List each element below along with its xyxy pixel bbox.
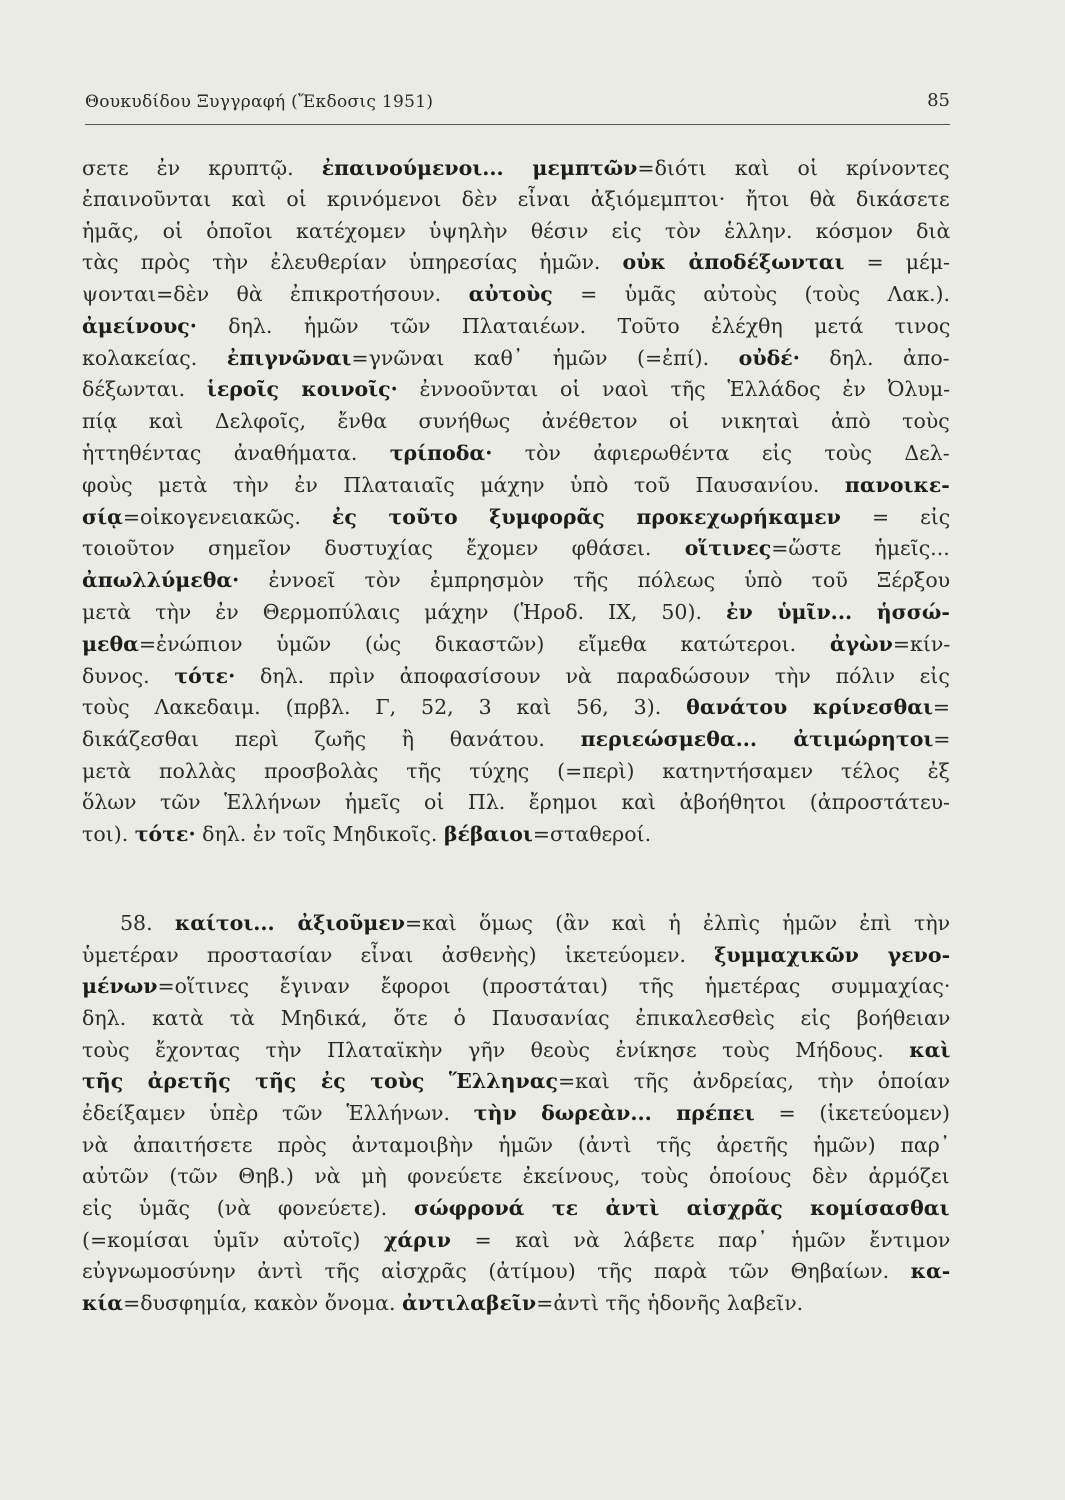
text-line: (=κομίσαι ὑμῖν αὐτοῖς) χάριν = καὶ νὰ λάβετε παρ᾽ ἡμῶν ἔντιμον — [82, 1228, 951, 1252]
text-line: δέξωνται. ἱεροῖς κοινοῖς· ἐννοοῦνται οἱ ναοὶ τῆς Ἑλλάδος ἐν Ὀλυμ- — [82, 377, 951, 401]
lemma: κα- — [910, 1259, 951, 1283]
lemma: ἐπιγνῶναι — [226, 346, 352, 370]
lemma: οἵτινες — [684, 536, 772, 560]
lemma: ξυμμαχικῶν γενο- — [714, 943, 951, 967]
lemma: μένων — [82, 974, 158, 998]
header-rule — [85, 124, 950, 125]
lemma: κία — [82, 1291, 124, 1315]
text-line: ὑμετέραν προστασίαν εἶναι ἀσθενὴς) ἱκετεύομεν. ξυμμαχικῶν γενο- — [82, 943, 951, 967]
lemma: πανοικε- — [844, 473, 950, 497]
text-line: δυνος. τότε· δηλ. πρὶν ἀποφασίσουν νὰ παραδώσουν τὴν πόλιν εἰς — [82, 664, 950, 688]
lemma: καὶ — [909, 1038, 951, 1062]
lemma: τότε· — [134, 822, 196, 846]
text-line: τοὺς Λακεδαιμ. (πρβλ. Γ, 52, 3 καὶ 56, 3). θανάτου κρίνεσθαι= — [82, 695, 951, 719]
text-line: εὐγνωμοσύνην ἀντὶ τῆς αἰσχρᾶς (ἀτίμου) τῆς παρὰ τῶν Θηβαίων. κα- — [82, 1259, 951, 1283]
lemma: καίτοι... ἀξιοῦμεν — [174, 911, 405, 935]
text-line: τοι). τότε· δηλ. ἐν τοῖς Μηδικοῖς. βέβαιοι=σταθεροί. — [82, 822, 652, 846]
lemma: αὐτοὺς — [468, 282, 553, 306]
text-line: εἰς ὑμᾶς (νὰ φονεύετε). σώφρονά τε ἀντὶ αἰσχρᾶς κομίσασθαι — [82, 1196, 950, 1220]
text-line: τοὺς ἔχοντας τὴν Πλαταϊκὴν γῆν θεοὺς ἐνίκησε τοὺς Μήδους. καὶ — [82, 1038, 951, 1062]
lemma: τῆς ἀρετῆς τῆς ἐς τοὺς Ἕλληνας — [82, 1069, 558, 1093]
lemma: θανάτου κρίνεσθαι — [686, 695, 933, 719]
text-line: δηλ. κατὰ τὰ Μηδικά, ὅτε ὁ Παυσανίας ἐπικαλεσθεὶς εἰς βοήθειαν — [82, 1006, 951, 1030]
text-line: σίᾳ=οἰκογενειακῶς. ἐς τοῦτο ξυμφορᾶς προκεχωρήκαμεν = εἰς — [82, 505, 951, 529]
text-line: 58. καίτοι... ἀξιοῦμεν=καὶ ὅμως (ἂν καὶ ἡ ἐλπὶς ἡμῶν ἐπὶ τὴν — [120, 911, 951, 935]
text-line: κία=δυσφημία, κακὸν ὄνομα. ἀντιλαβεῖν=ἀντὶ τῆς ἡδονῆς λαβεῖν. — [82, 1291, 804, 1315]
text-line: τοιοῦτον σημεῖον δυστυχίας ἔχομεν φθάσει. οἵτινες=ὥστε ἡμεῖς... — [82, 536, 950, 560]
lemma: βέβαιοι — [443, 822, 533, 846]
page-number: 85 — [927, 90, 950, 111]
text-line: δικάζεσθαι περὶ ζωῆς ἢ θανάτου. περιεώσμεθα... ἀτιμώρητοι= — [82, 727, 951, 751]
lemma: σίᾳ — [82, 505, 123, 529]
lemma: σώφρονά τε ἀντὶ αἰσχρᾶς κομίσασθαι — [413, 1196, 950, 1220]
lemma: τρίποδα· — [389, 441, 493, 465]
text-line: τὰς πρὸς τὴν ἐλευθερίαν ὑπηρεσίας ἡμῶν. οὐκ ἀποδέξωνται = μέμ- — [82, 250, 950, 274]
lemma: οὐδέ· — [738, 346, 800, 370]
lemma: οὐκ ἀποδέξωνται — [622, 250, 845, 274]
text-line: ἡττηθέντας ἀναθήματα. τρίποδα· τὸν ἀφιερωθέντα εἰς τοὺς Δελ- — [82, 441, 950, 465]
text-line: ἀπωλλύμεθα· ἐννοεῖ τὸν ἐμπρησμὸν τῆς πόλεως ὑπὸ τοῦ Ξέρξου — [82, 568, 951, 592]
text-line: νὰ ἀπαιτήσετε πρὸς ἀνταμοιβὴν ἡμῶν (ἀντὶ τῆς ἀρετῆς ἡμῶν) παρ᾽ — [82, 1133, 951, 1157]
text-line: μετὰ τὴν ἐν Θερμοπύλαις μάχην (Ἡροδ. IX, 50). ἐν ὑμῖν... ἡσσώ- — [82, 600, 950, 624]
text-line: πίᾳ καὶ Δελφοῖς, ἔνθα συνήθως ἀνέθετον οἱ νικηταὶ ἀπὸ τοὺς — [82, 409, 950, 433]
lemma: ἀντιλαβεῖν — [402, 1291, 537, 1315]
lemma: ἐν ὑμῖν... ἡσσώ- — [725, 600, 950, 624]
text-line: ἐπαινοῦνται καὶ οἱ κρινόμενοι δὲν εἶναι ἀξιόμεμπτοι· ἤτοι θὰ δικάσετε — [82, 187, 950, 211]
text-line: τῆς ἀρετῆς τῆς ἐς τοὺς Ἕλληνας=καὶ τῆς ἀνδρείας, τὴν ὁποίαν — [82, 1069, 951, 1093]
lemma: μεθα — [82, 632, 139, 656]
text-line: σετε ἐν κρυπτῷ. ἐπαινούμενοι... μεμπτῶν=διότι καὶ οἱ κρίνοντες — [82, 156, 950, 180]
text-line: ἐδείξαμεν ὑπὲρ τῶν Ἑλλήνων. τὴν δωρεὰν... πρέπει = (ἱκετεύομεν) — [82, 1101, 951, 1125]
lemma: ἐπαινούμενοι... μεμπτῶν — [321, 156, 638, 180]
text-line: μένων=οἵτινες ἔγιναν ἔφοροι (προστάται) τῆς ἡμετέρας συμμαχίας· — [82, 974, 951, 998]
text-line: φοὺς μετὰ τὴν ἐν Πλαταιαῖς μάχην ὑπὸ τοῦ Παυσανίου. πανοικε- — [82, 473, 950, 497]
lemma: ἐς τοῦτο ξυμφορᾶς προκεχωρήκαμεν — [331, 505, 841, 529]
running-title: Θουκυδίδου Ξυγγραφή (Ἔκδοσις 1951) — [85, 92, 434, 112]
lemma: περιεώσμεθα... ἀτιμώρητοι — [580, 727, 934, 751]
lemma: τότε· — [174, 664, 236, 688]
text-line: μεθα=ἐνώπιον ὑμῶν (ὡς δικαστῶν) εἴμεθα κατώτεροι. ἀγὼν=κίν- — [82, 632, 951, 656]
text-line: ἡμᾶς, οἱ ὁποῖοι κατέχομεν ὑψηλὴν θέσιν εἰς τὸν ἑλλην. κόσμον διὰ — [82, 219, 951, 243]
text-line: μετὰ πολλὰς προσβολὰς τῆς τύχης (=περὶ) κατηντήσαμεν τέλος ἐξ — [82, 759, 950, 783]
lemma: χάριν — [383, 1228, 451, 1252]
text-line: αὐτῶν (τῶν Θηβ.) νὰ μὴ φονεύετε ἐκείνους, τοὺς ὁποίους δὲν ἁρμόζει — [82, 1164, 950, 1188]
lemma: ἱεροῖς κοινοῖς· — [206, 377, 398, 401]
page-header — [85, 92, 950, 122]
text-line: ψονται=δὲν θὰ ἐπικροτήσουν. αὐτοὺς = ὑμᾶς αὐτοὺς (τοὺς Λακ.). — [82, 282, 951, 306]
text-line: ἀμείνους· δηλ. ἡμῶν τῶν Πλαταιέων. Τοῦτο ἐλέχθη μετά τινος — [82, 314, 951, 338]
lemma: τὴν δωρεὰν... πρέπει — [473, 1101, 755, 1125]
lemma: ἀμείνους· — [82, 314, 197, 338]
text-line: κολακείας. ἐπιγνῶναι=γνῶναι καθ᾽ ἡμῶν (=ἐπί). οὐδέ· δηλ. ἀπο- — [82, 346, 950, 370]
lemma: ἀπωλλύμεθα· — [82, 568, 240, 592]
lemma: ἀγὼν — [829, 632, 893, 656]
text-line: ὅλων τῶν Ἑλλήνων ἡμεῖς οἱ Πλ. ἔρημοι καὶ ἀβοήθητοι (ἀπροστάτευ- — [82, 790, 950, 814]
